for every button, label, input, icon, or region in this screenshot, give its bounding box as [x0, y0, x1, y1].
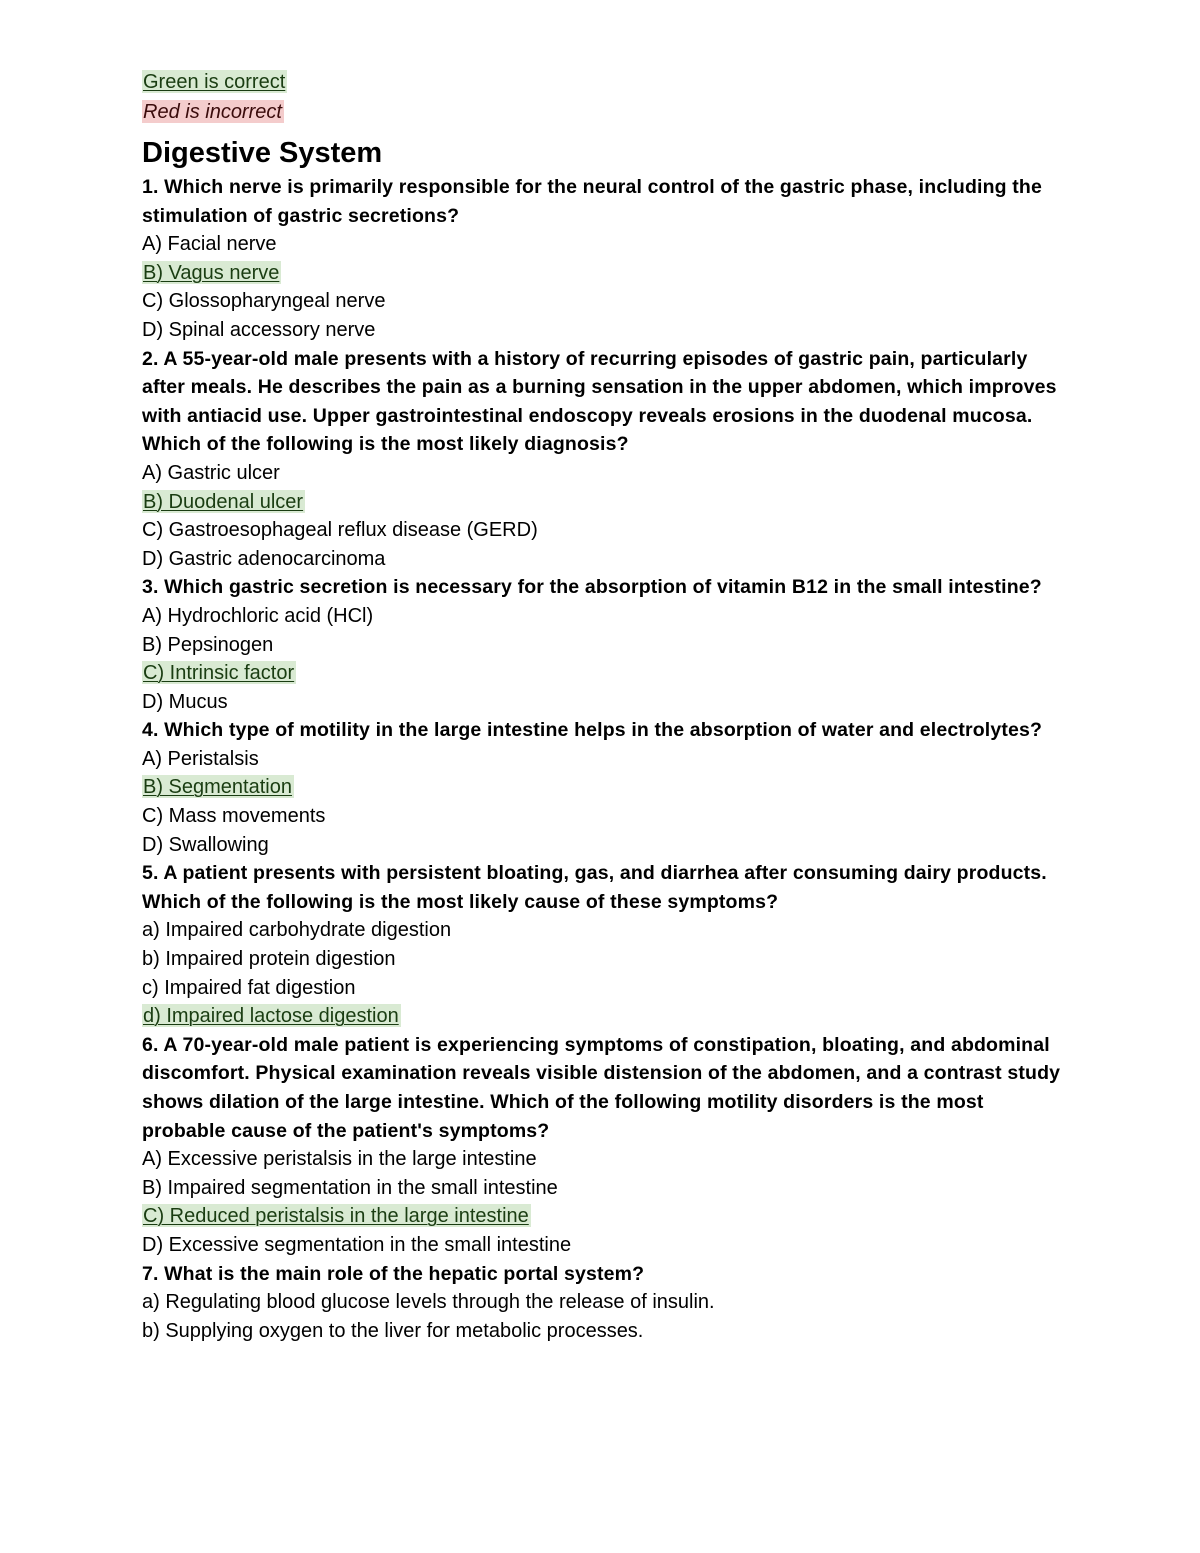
question-block [142, 716, 1062, 859]
answer-option-correct [142, 488, 1062, 517]
answer-option-text: D) Gastric adenocarcinoma [142, 547, 386, 570]
question-text: 6. A 70-year-old male patient is experiencing symptoms of constipation, bloating, and abdominal discomfort. Physical examination reveals visible distension of the abdomen, and a contrast study shows dilation of the large intestine. Which of the following motility disorders is the most probable cause of the patient's symptoms? [142, 1033, 1061, 1142]
question-block [142, 1260, 1062, 1346]
answer-option [142, 945, 1062, 974]
answer-option [142, 974, 1062, 1003]
answer-option [142, 802, 1062, 831]
answer-option-text: C) Intrinsic factor [143, 662, 295, 685]
answer-option-text: B) Duodenal ulcer [143, 490, 304, 513]
answer-option [142, 1174, 1062, 1203]
answer-option-text: D) Swallowing [142, 833, 269, 856]
legend-incorrect-line [142, 98, 1062, 128]
answer-option-text: A) Peristalsis [142, 747, 259, 770]
question-text: 2. A 55-year-old male presents with a history of recurring episodes of gastric pain, particularly after meals. He describes the pain as a burning sensation in the upper abdomen, which improves with antiacid use. Upper gastrointestinal endoscopy reveals erosions in the duodenal mucosa. Which of the following is the most likely diagnosis? [142, 347, 1057, 456]
answer-option-text: d) Impaired lactose digestion [143, 1005, 399, 1028]
answer-option [142, 831, 1062, 860]
answer-option [142, 631, 1062, 660]
answer-option-correct [142, 259, 1062, 288]
answer-option-text: b) Supplying oxygen to the liver for metabolic processes. [142, 1319, 644, 1342]
answer-option-text: B) Impaired segmentation in the small intestine [142, 1176, 558, 1199]
answer-option [142, 1231, 1062, 1260]
answer-option-correct [142, 773, 1062, 802]
answer-option-text: C) Mass movements [142, 805, 326, 828]
answer-option-text: B) Pepsinogen [142, 633, 274, 656]
legend-correct-line [142, 68, 1062, 98]
question-text: 3. Which gastric secretion is necessary for the absorption of vitamin B12 in the small intestine? [142, 576, 1042, 599]
answer-option-text: b) Impaired protein digestion [142, 948, 396, 971]
question-block [142, 345, 1062, 574]
answer-option [142, 688, 1062, 717]
answer-option [142, 516, 1062, 545]
answer-option-text: D) Mucus [142, 690, 228, 713]
answer-option-text: c) Impaired fat digestion [142, 976, 356, 999]
answer-option [142, 230, 1062, 259]
answer-option-text: A) Facial nerve [142, 233, 277, 256]
answer-option-text: a) Impaired carbohydrate digestion [142, 919, 452, 942]
answer-option-text: B) Segmentation [143, 776, 292, 799]
answer-option-text: a) Regulating blood glucose levels through the release of insulin. [142, 1291, 715, 1314]
answer-option [142, 1145, 1062, 1174]
answer-option [142, 1288, 1062, 1317]
question-block [142, 859, 1062, 1031]
answer-option-text: D) Excessive segmentation in the small intestine [142, 1233, 572, 1256]
answer-option-text: C) Reduced peristalsis in the large intestine [143, 1205, 529, 1228]
answer-option [142, 1317, 1062, 1346]
question-block [142, 1031, 1062, 1260]
answer-option [142, 545, 1062, 574]
legend-correct: Green is correct [143, 71, 286, 93]
answer-option-text: B) Vagus nerve [143, 261, 280, 284]
question-text: 4. Which type of motility in the large intestine helps in the absorption of water and electrolytes? [142, 719, 1043, 742]
answer-option [142, 459, 1062, 488]
document-content [142, 68, 1062, 1345]
answer-option-correct [142, 659, 1062, 688]
answer-option [142, 316, 1062, 345]
answer-option [142, 745, 1062, 774]
answer-option [142, 602, 1062, 631]
answer-option [142, 287, 1062, 316]
answer-option-correct [142, 1202, 1062, 1231]
question-block [142, 173, 1062, 345]
answer-option-text: A) Excessive peristalsis in the large intestine [142, 1148, 537, 1171]
answer-option-text: A) Gastric ulcer [142, 461, 280, 484]
answer-option-text: C) Glossopharyngeal nerve [142, 290, 386, 313]
answer-option-text: A) Hydrochloric acid (HCl) [142, 604, 374, 627]
answer-option [142, 916, 1062, 945]
answer-option-text: C) Gastroesophageal reflux disease (GERD) [142, 519, 538, 542]
question-block [142, 573, 1062, 716]
question-text: 5. A patient presents with persistent bloating, gas, and diarrhea after consuming dairy products. Which of the following is the most likely cause of these symptoms? [142, 862, 1047, 913]
document-title: Digestive System [142, 137, 383, 169]
legend-incorrect: Red is incorrect [143, 100, 282, 123]
answer-option-correct [142, 1002, 1062, 1031]
question-list [142, 173, 1062, 1345]
question-text: 7. What is the main role of the hepatic portal system? [142, 1262, 645, 1285]
answer-option-text: D) Spinal accessory nerve [142, 318, 376, 341]
question-text: 1. Which nerve is primarily responsible for the neural control of the gastric phase, including the stimulation of gastric secretions? [142, 176, 1042, 227]
